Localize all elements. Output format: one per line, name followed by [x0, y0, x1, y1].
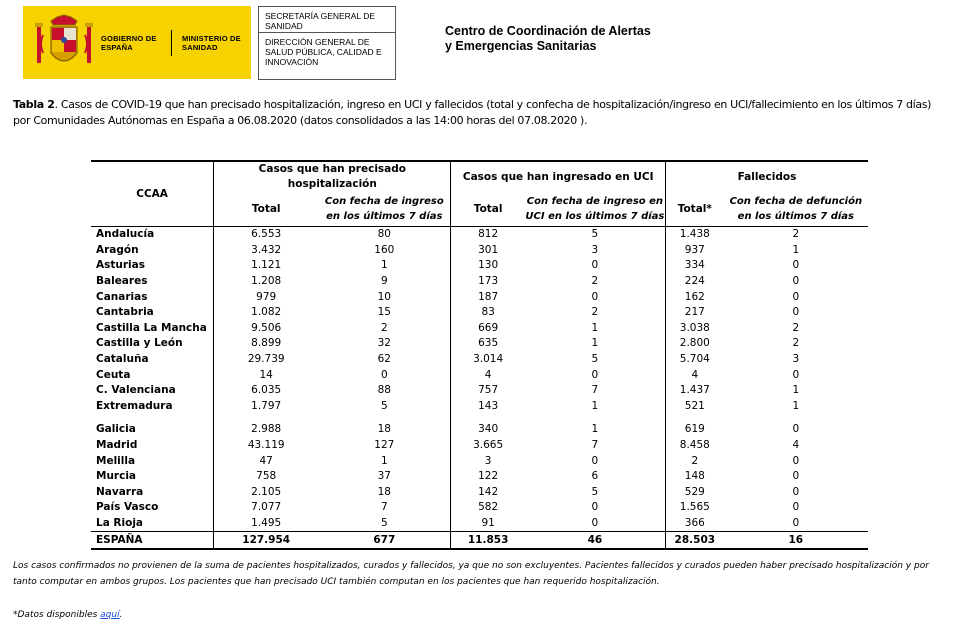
cell-uci-7d: 0: [591, 290, 599, 303]
cell-uci-7d: 1: [591, 321, 599, 334]
cell-uci-7d: 5: [591, 485, 599, 498]
cell-fall-7d: 0: [792, 470, 800, 483]
centro-title: Centro de Coordinación de Alertas y Emergencias Sanitarias: [445, 24, 651, 53]
cell-fall-total: 937: [665, 243, 723, 259]
secretaria-box: [258, 6, 396, 80]
cell-hosp-7d: 1: [380, 454, 388, 467]
caption-text: . Casos de COVID-19 que han precisado hospitalización, ingreso en UCI y fallecidos (total y confecha de hospitalización/ingreso en UCI/fallecimiento en los últimos 7 días) por Comunidades Autónomas en España a 06.08.2020 (datos consolidados a las 14:00 horas del 07.08.2020 ).: [13, 98, 932, 127]
table-row: [91, 422, 868, 438]
table-row: [91, 383, 868, 399]
cell-fall-total: 2: [665, 453, 723, 469]
cell-uci-total: 173: [451, 274, 525, 290]
cell-hosp-total: 9.506: [214, 321, 318, 337]
cell-ccaa: País Vasco: [96, 501, 159, 514]
cell-uci-total: 83: [451, 305, 525, 321]
ccaa-header: CCAA: [91, 161, 214, 227]
cell-ccaa: Madrid: [96, 439, 138, 452]
cell-ccaa: Aragón: [96, 243, 139, 256]
cell-ccaa: Cataluña: [96, 353, 149, 366]
cell-hosp-7d: 160: [374, 243, 395, 256]
total-fall-7d: 16: [724, 532, 868, 549]
cell-fall-7d: 0: [792, 501, 800, 514]
cell-fall-7d: 1: [792, 243, 800, 256]
cell-ccaa: Navarra: [96, 485, 144, 498]
cell-hosp-7d: 32: [377, 337, 391, 350]
fall-total-header: Total*: [665, 192, 723, 227]
cell-uci-7d: 7: [591, 439, 599, 452]
table-row: [91, 321, 868, 337]
cell-uci-total: 187: [451, 289, 525, 305]
cell-uci-7d: 1: [591, 399, 599, 412]
cell-hosp-total: 6.553: [214, 227, 318, 243]
cell-uci-7d: 6: [591, 470, 599, 483]
direccion-label: DIRECCIÓN GENERAL DE SALUD PÚBLICA, CALIDAD E INNOVACIÓN: [265, 37, 382, 67]
cell-hosp-total: 1.082: [214, 305, 318, 321]
cell-uci-total: 635: [451, 336, 525, 352]
hosp-7d-header: Con fecha de ingreso en los últimos 7 días: [318, 192, 451, 227]
cell-fall-total: 5.704: [665, 352, 723, 368]
cell-fall-7d: 0: [792, 290, 800, 303]
cell-hosp-total: 979: [214, 289, 318, 305]
cell-uci-total: 91: [451, 516, 525, 532]
fall-header: Fallecidos: [665, 161, 868, 192]
data-link[interactable]: aquí: [100, 610, 120, 620]
cell-ccaa: Andalucía: [96, 228, 155, 241]
fall-7d-header: Con fecha de defunción en los últimos 7 días: [724, 192, 868, 227]
cell-uci-total: 3: [451, 453, 525, 469]
cell-hosp-total: 2.988: [214, 422, 318, 438]
cell-fall-total: 1.565: [665, 500, 723, 516]
table-row: [91, 243, 868, 259]
table-row: [91, 453, 868, 469]
coat-of-arms-icon: [31, 13, 97, 73]
cell-uci-7d: 5: [591, 353, 599, 366]
table-caption: [13, 97, 943, 129]
cell-fall-7d: 4: [792, 439, 800, 452]
covid-table: [91, 160, 868, 550]
cell-hosp-7d: 127: [374, 439, 395, 452]
cell-uci-7d: 0: [591, 454, 599, 467]
cell-hosp-7d: 1: [380, 259, 388, 272]
cell-ccaa: Galicia: [96, 423, 136, 436]
government-logo: [23, 6, 251, 79]
gov-label: GOBIERNO DE ESPAÑA: [101, 33, 157, 52]
secretaria-label: SECRETARÍA GENERAL DE SANIDAD: [259, 7, 395, 33]
cell-hosp-total: 1.797: [214, 399, 318, 415]
cell-fall-total: 521: [665, 399, 723, 415]
cell-uci-total: 3.665: [451, 438, 525, 454]
logo-divider: [171, 30, 172, 56]
total-hosp-7d: 677: [318, 532, 451, 549]
cell-fall-7d: 2: [792, 321, 800, 334]
cell-ccaa: La Rioja: [96, 516, 144, 529]
cell-fall-7d: 0: [792, 306, 800, 319]
cell-ccaa: Castilla La Mancha: [96, 321, 207, 334]
cell-uci-7d: 3: [591, 243, 599, 256]
table-row: [91, 516, 868, 532]
cell-hosp-total: 1.121: [214, 258, 318, 274]
cell-uci-7d: 0: [591, 501, 599, 514]
cell-uci-7d: 2: [591, 275, 599, 288]
table-row: [91, 289, 868, 305]
cell-fall-total: 334: [665, 258, 723, 274]
cell-hosp-total: 3.432: [214, 243, 318, 259]
table-row: [91, 399, 868, 415]
cell-fall-7d: 0: [792, 275, 800, 288]
cell-fall-total: 8.458: [665, 438, 723, 454]
cell-hosp-total: 8.899: [214, 336, 318, 352]
cell-hosp-7d: 0: [380, 368, 388, 381]
cell-ccaa: Canarias: [96, 290, 148, 303]
cell-uci-total: 301: [451, 243, 525, 259]
cell-uci-7d: 7: [591, 384, 599, 397]
spacer-row: [91, 414, 868, 422]
cell-fall-total: 619: [665, 422, 723, 438]
cell-hosp-total: 29.739: [214, 352, 318, 368]
cell-hosp-7d: 80: [377, 228, 391, 241]
cell-uci-total: 582: [451, 500, 525, 516]
cell-ccaa: Asturias: [96, 259, 145, 272]
cell-fall-total: 224: [665, 274, 723, 290]
cell-ccaa: Cantabria: [96, 306, 154, 319]
cell-uci-total: 122: [451, 469, 525, 485]
footnote-end: .: [119, 610, 123, 620]
table-row: [91, 305, 868, 321]
cell-uci-7d: 5: [591, 228, 599, 241]
total-uci-total: 11.853: [451, 532, 525, 549]
table-row: [91, 258, 868, 274]
cell-hosp-7d: 62: [377, 353, 391, 366]
cell-hosp-7d: 5: [380, 399, 388, 412]
cell-uci-total: 812: [451, 227, 525, 243]
cell-hosp-7d: 5: [380, 516, 388, 529]
cell-uci-7d: 1: [591, 337, 599, 350]
cell-hosp-7d: 15: [377, 306, 391, 319]
cell-uci-7d: 2: [591, 306, 599, 319]
cell-fall-7d: 1: [792, 399, 800, 412]
table-row: [91, 336, 868, 352]
cell-fall-7d: 2: [792, 337, 800, 350]
cell-uci-total: 4: [451, 367, 525, 383]
cell-fall-7d: 0: [792, 368, 800, 381]
cell-fall-total: 3.038: [665, 321, 723, 337]
cell-uci-7d: 0: [591, 516, 599, 529]
cell-uci-7d: 0: [591, 259, 599, 272]
cell-fall-total: 2.800: [665, 336, 723, 352]
cell-ccaa: Murcia: [96, 470, 137, 483]
cell-ccaa: Melilla: [96, 454, 136, 467]
cell-fall-total: 1.438: [665, 227, 723, 243]
table-row: [91, 227, 868, 243]
cell-fall-total: 162: [665, 289, 723, 305]
uci-total-header: Total: [451, 192, 525, 227]
cell-hosp-7d: 2: [380, 321, 388, 334]
cell-fall-total: 4: [665, 367, 723, 383]
total-hosp-total: 127.954: [214, 532, 318, 549]
table-row: [91, 438, 868, 454]
table-row: [91, 500, 868, 516]
cell-hosp-7d: 18: [377, 485, 391, 498]
cell-fall-7d: 0: [792, 454, 800, 467]
cell-hosp-total: 758: [214, 469, 318, 485]
hosp-header: Casos que han precisado hospitalización: [214, 161, 451, 192]
cell-hosp-7d: 18: [377, 423, 391, 436]
cell-fall-7d: 0: [792, 485, 800, 498]
cell-fall-total: 366: [665, 516, 723, 532]
cell-fall-total: 529: [665, 485, 723, 501]
cell-hosp-7d: 9: [380, 275, 388, 288]
cell-hosp-total: 1.495: [214, 516, 318, 532]
cell-ccaa: Extremadura: [96, 399, 173, 412]
uci-header: Casos que han ingresado en UCI: [451, 161, 666, 192]
cell-hosp-total: 6.035: [214, 383, 318, 399]
footnote: [13, 610, 122, 620]
cell-fall-7d: 3: [792, 353, 800, 366]
notes-paragraph: Los casos confirmados no provienen de la suma de pacientes hospitalizados, curados y fallecidos, ya que no son excluyentes. Pacientes fallecidos y curados pueden haber precisado hospitalización y por tanto computar en ambos grupos. Los pacientes que han precisado UCI también computan en los pacientes que han requerido hospitalización.: [13, 561, 929, 587]
total-row: [91, 532, 868, 549]
table-row: [91, 485, 868, 501]
cell-uci-7d: 0: [591, 368, 599, 381]
cell-hosp-7d: 88: [377, 384, 391, 397]
cell-fall-total: 217: [665, 305, 723, 321]
table-row: [91, 469, 868, 485]
cell-uci-total: 130: [451, 258, 525, 274]
cell-hosp-total: 2.105: [214, 485, 318, 501]
cell-uci-total: 340: [451, 422, 525, 438]
cell-ccaa: Castilla y León: [96, 337, 183, 350]
cell-uci-total: 142: [451, 485, 525, 501]
cell-fall-total: 148: [665, 469, 723, 485]
cell-hosp-total: 1.208: [214, 274, 318, 290]
cell-hosp-total: 7.077: [214, 500, 318, 516]
cell-uci-total: 757: [451, 383, 525, 399]
cell-hosp-total: 43.119: [214, 438, 318, 454]
table-row: [91, 352, 868, 368]
cell-fall-7d: 2: [792, 228, 800, 241]
cell-ccaa: Ceuta: [96, 368, 131, 381]
cell-fall-7d: 1: [792, 384, 800, 397]
cell-hosp-total: 14: [214, 367, 318, 383]
uci-7d-header: Con fecha de ingreso en UCI en los últimos 7 días: [525, 192, 666, 227]
total-label: ESPAÑA: [91, 532, 214, 549]
table-row: [91, 274, 868, 290]
table-row: [91, 367, 868, 383]
cell-fall-total: 1.437: [665, 383, 723, 399]
table-label: Tabla 2: [13, 98, 55, 111]
cell-uci-7d: 1: [591, 423, 599, 436]
cell-hosp-7d: 37: [377, 470, 391, 483]
cell-ccaa: C. Valenciana: [96, 384, 176, 397]
ministry-label: MINISTERIO DE SANIDAD: [182, 33, 241, 52]
cell-fall-7d: 0: [792, 516, 800, 529]
cell-uci-total: 669: [451, 321, 525, 337]
cell-hosp-7d: 10: [377, 290, 391, 303]
cell-hosp-total: 47: [214, 453, 318, 469]
cell-uci-total: 143: [451, 399, 525, 415]
group-header-row: [91, 161, 868, 192]
total-fall-total: 28.503: [665, 532, 723, 549]
cell-fall-7d: 0: [792, 259, 800, 272]
hosp-total-header: Total: [214, 192, 318, 227]
cell-uci-total: 3.014: [451, 352, 525, 368]
cell-hosp-7d: 7: [380, 501, 388, 514]
cell-ccaa: Baleares: [96, 275, 148, 288]
cell-fall-7d: 0: [792, 423, 800, 436]
footnote-text: *Datos disponibles: [13, 610, 101, 620]
total-uci-7d: 46: [525, 532, 666, 549]
